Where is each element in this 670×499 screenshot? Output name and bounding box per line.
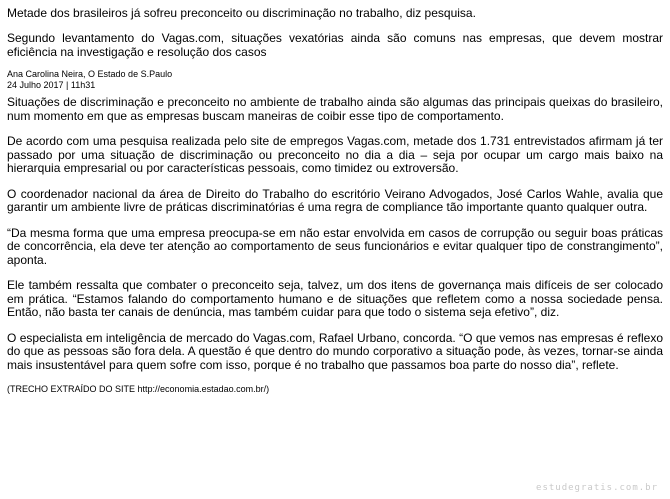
source-citation [7,384,663,395]
article-author: Ana Carolina Neira, O Estado de S.Paulo [7,69,173,79]
article-headline: Metade dos brasileiros já sofreu preconceito ou discriminação no trabalho, diz pesquisa. [7,6,476,20]
article-paragraph: Situações de discriminação e preconceito no ambiente de trabalho ainda são algumas das principais queixas do brasileiro, num momento em que as empresas buscam maneiras de coibir esse tipo de comportamento. [7,95,663,123]
article-paragraph: O especialista em inteligência de mercado do Vagas.com, Rafael Urbano, concorda. “O que vemos nas empresas é reflexo do que as pessoas são fora dela. A questão é que dentro do mundo corporativo a situação pode, às vezes, tornar-se ainda mais insustentável para quem sofre com isso, porque é no trabalho que passamos boa parte do nosso dia”, reflete. [7,330,663,372]
article-paragraph: “Da mesma forma que uma empresa preocupa-se em não estar envolvida em casos de corrupção ou seguir boas práticas de concorrência, ela deve ter atenção ao comportamento de seus funcionários e evitar qualquer tipo de constrangimento”, aponta. [7,225,663,267]
article-paragraph: O coordenador nacional da área de Direito do Trabalho do escritório Veirano Advogados, José Carlos Wahle, avalia que garantir um ambiente livre de práticas discriminatórias é uma regra de compliance tão importante quanto qualquer outra. [7,186,663,214]
article-paragraph: Ele também ressalta que combater o preconceito seja, talvez, um dos itens de governança mais difíceis de ser colocado em prática. “Estamos falando do comportamento humano e de situações que refletem como a nossa sociedade pensa. Então, não basta ter canais de denúncia, mas também cuidar para que todo o sistema seja efetivo”, diz. [7,278,663,319]
article-date: 24 Julho 2017 | 11h31 [7,80,96,90]
article-paragraph: De acordo com uma pesquisa realizada pelo site de empregos Vagas.com, metade dos 1.731 entrevistados afirmam já ter passado por uma situação de discriminação ou preconceito no dia a dia – seja por ocupar um cargo mais baixo na hierarquia empresarial ou por características pessoais, como timidez ou extroversão. [7,134,663,175]
source-label: (TRECHO EXTRAÍDO DO SITE [7,384,136,394]
watermark: estudegratis.com.br [536,483,658,493]
article-subtitle: Segundo levantamento do Vagas.com, situações vexatórias ainda são comuns nas empresas, que devem mostrar eficiência na investigação e resolução dos casos [7,31,663,59]
source-close: ) [266,384,270,394]
article [7,6,663,395]
source-url: http://economia.estadao.com.br/ [137,384,267,394]
